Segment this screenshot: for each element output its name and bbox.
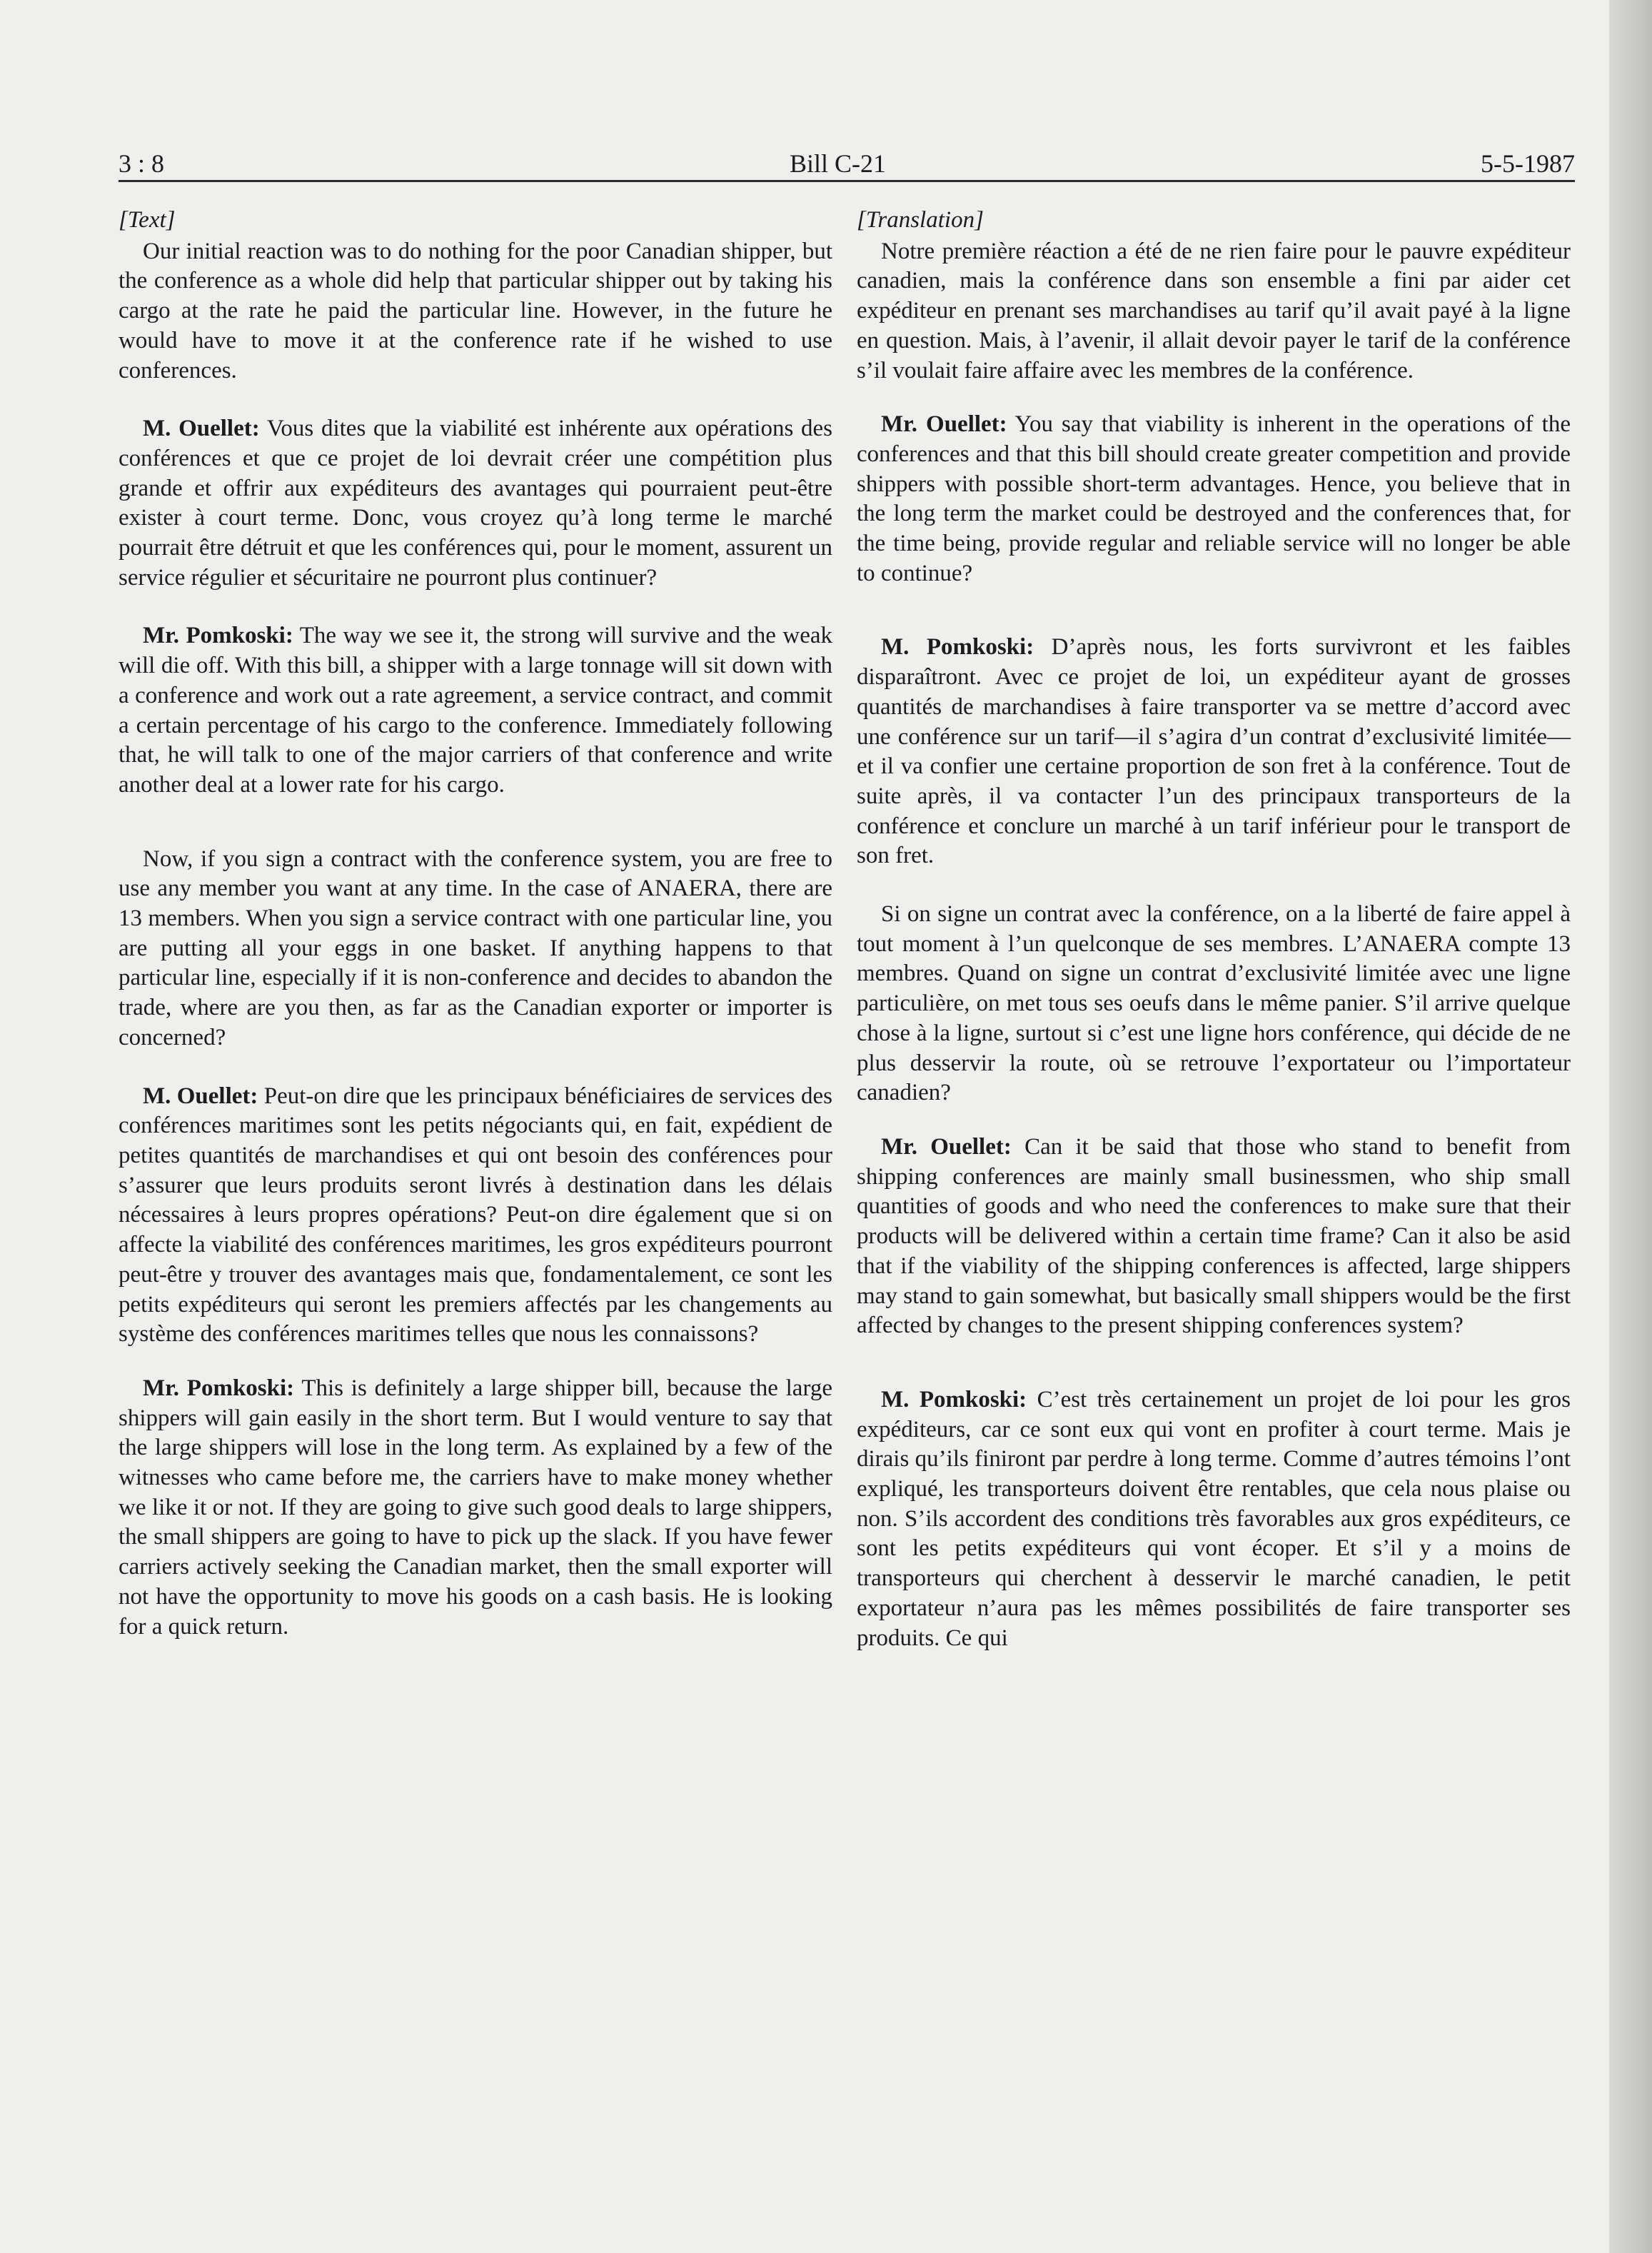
column-language-tag: [Translation] xyxy=(857,207,984,233)
header-date: 5-5-1987 xyxy=(1481,149,1575,178)
speaker-name: M. Ouellet: xyxy=(143,416,260,442)
page-number: 3 : 8 xyxy=(119,149,165,178)
paragraph xyxy=(119,414,832,593)
header-rule xyxy=(119,180,1575,182)
right-column xyxy=(857,206,1571,1653)
paragraph-text: This is definitely a large shipper bill, because the large shippers will gain easily in the short term. But I would venture to say that the large shippers will lose in the long term. As explained by a few of the witnesses who came before me, the carriers have to make money whether we like it or not. If they are going to give such good deals to large shippers, the small shippers are going to have to pick up the slack. If you have fewer carriers actively seeking the Canadian market, then the small exporter will not have the opportunity to move his goods on a cash basis. He is looking for a quick return. xyxy=(119,1375,832,1640)
paragraph-text: You say that viability is inherent in the operations of the conferences and that this bill should create greater competition and provide shippers with possible short-term advantages. Hence, you believe that in the long term the market could be destroyed and the conferences that, for the time being, provide regular and reliable service will no longer be able to continue? xyxy=(857,411,1571,586)
paragraph-text: Notre première réaction a été de ne rien faire pour le pauvre expéditeur canadien, mais la conférence dans son ensemble a fini par aider cet expéditeur en prenant ses marchandises au tarif qu’il avait payé à la ligne en question. Mais, à l’avenir, il allait devoir payer le tarif de la conférence s’il voulait faire affaire avec les membres de la conférence. xyxy=(857,238,1571,383)
paragraph xyxy=(857,1385,1571,1653)
column-language-tag: [Text] xyxy=(119,207,176,233)
paragraph xyxy=(119,1374,832,1642)
paragraph-text: The way we see it, the strong will survive and the weak will die off. With this bill, a shipper with a large tonnage will sit down with a conference and work out a rate agreement, a service contract, and commit a certain percentage of his cargo to the conference. Immediately following that, he will talk to one of the major carriers of that conference and write another deal at a lower rate for his cargo. xyxy=(119,623,833,798)
paragraph-text: Si on signe un contrat avec la conférence, on a la liberté de faire appel à tout moment à l’un quelconque de ses membres. L’ANAERA compte 13 membres. Quand on signe un contrat d’exclusivité limitée avec une ligne particulière, on met tous ses oeufs dans le même panier. S’il arrive quelque chose à la ligne, surtout si c’est une ligne hors conférence, qui décide de ne plus desservir la route, où se retrouve l’exportateur ou l’importateur canadien? xyxy=(857,901,1571,1106)
paragraph xyxy=(857,1133,1571,1341)
left-column xyxy=(119,206,832,1642)
paragraph-text: C’est très certainement un projet de loi pour les gros expéditeurs, car ce sont eux qui vont en profiter à court terme. Mais je dirais qu’ils finiront par perdre à long terme. Comme d’autres témoins l’ont expliqué, les transporteurs doivent être rentables, que cela nous plaise ou non. S’ils accordent des conditions très favorables aux gros expéditeurs, ce sont les petits expéditeurs qui vont écoper. Et s’il y a moins de transporteurs qui cherchent à desservir le marché canadien, le petit exportateur n’aura pas les mêmes possibilités de faire transporter ses produits. Ce qui xyxy=(857,1386,1571,1651)
speaker-name: Mr. Ouellet: xyxy=(881,1133,1012,1160)
paragraph-text: Now, if you sign a contract with the conference system, you are free to use any member you want at any time. In the case of ANAERA, there are 13 members. When you sign a service contract with one particular line, you are putting all your eggs in one basket. If anything happens to that particular line, especially if it is non-conference and decides to abandon the trade, where are you then, as far as the Canadian exporter or importer is concerned? xyxy=(119,845,832,1050)
paragraph-text: Our initial reaction was to do nothing for the poor Canadian shipper, but the conference as a whole did help that particular shipper out by taking his cargo at the rate he paid the particular line. However, in the future he would have to move it at the conference rate if he wished to use conferences. xyxy=(119,238,832,383)
paragraph xyxy=(857,633,1571,871)
speaker-name: Mr. Pomkoski: xyxy=(143,623,293,649)
paragraph-text: Vous dites que la viabilité est inhérente aux opérations des conférences et que ce projet de loi devrait créer une compétition plus grande et offrir aux expéditeurs des avantages qui pourraient peut-être exister à court terme. Donc, vous croyez qu’à long terme le marché pourrait être détruit et que les conférences qui, pour le moment, assurent un service régulier et sécuritaire ne pourront plus continuer? xyxy=(119,416,833,591)
speaker-name: M. Pomkoski: xyxy=(881,634,1034,661)
speaker-name: M. Pomkoski: xyxy=(881,1386,1027,1412)
paragraph-text: D’après nous, les forts survivront et les faibles disparaîtront. Avec ce projet de loi, un expéditeur ayant de grosses quantités de marchandises à faire transporter va se mettre d’accord avec une conférence sur un tarif—il s’agira d’un contrat d’exclusivité limitée—et il va confier une certaine proportion de son fret à la conférence. Tout de suite après, il va contacter l’un des principaux transporteurs de la conférence et conclure un marché à un tarif inférieur pour le transport de son fret. xyxy=(857,634,1571,869)
paragraph xyxy=(857,237,1571,386)
page-edge-shadow xyxy=(1609,0,1652,2253)
running-title: Bill C-21 xyxy=(790,149,887,178)
speaker-name: Mr. Ouellet: xyxy=(881,411,1007,438)
paragraph xyxy=(857,900,1571,1108)
paragraph xyxy=(119,621,832,800)
paragraph-text: Can it be said that those who stand to benefit from shipping conferences are mainly small businessmen, who ship small quantities of goods and who need the conferences to make sure that their products will be delivered within a certain time frame? Can it also be asid that if the viability of the shipping conferences is affected, large shippers may stand to gain somewhat, but basically small shippers would be the first affected by changes to the present shipping conferences system? xyxy=(857,1133,1571,1339)
paragraph xyxy=(119,237,832,386)
paragraph xyxy=(857,410,1571,588)
paragraph xyxy=(119,845,832,1053)
speaker-name: Mr. Pomkoski: xyxy=(143,1375,295,1401)
speaker-name: M. Ouellet: xyxy=(143,1083,258,1109)
paragraph-text: Peut-on dire que les principaux bénéficiaires de services des conférences maritimes sont les petits négociants qui, en fait, expédient de petites quantités de marchandises et qui ont besoin des conférences pour s’assurer que leurs produits seront livrés à destination dans les délais nécessaires à leurs propres opérations? Peut-on dire également que si on affecte la viabilité des conférences maritimes, les gros expéditeurs pourront peut-être y trouver des avantages mais que, fondamentalement, ce sont les petits expéditeurs qui seront les premiers affectés par les changements au système des conférences maritimes telles que nous les connaissons? xyxy=(119,1083,832,1348)
page-header xyxy=(119,143,1575,186)
paragraph xyxy=(119,1082,832,1350)
